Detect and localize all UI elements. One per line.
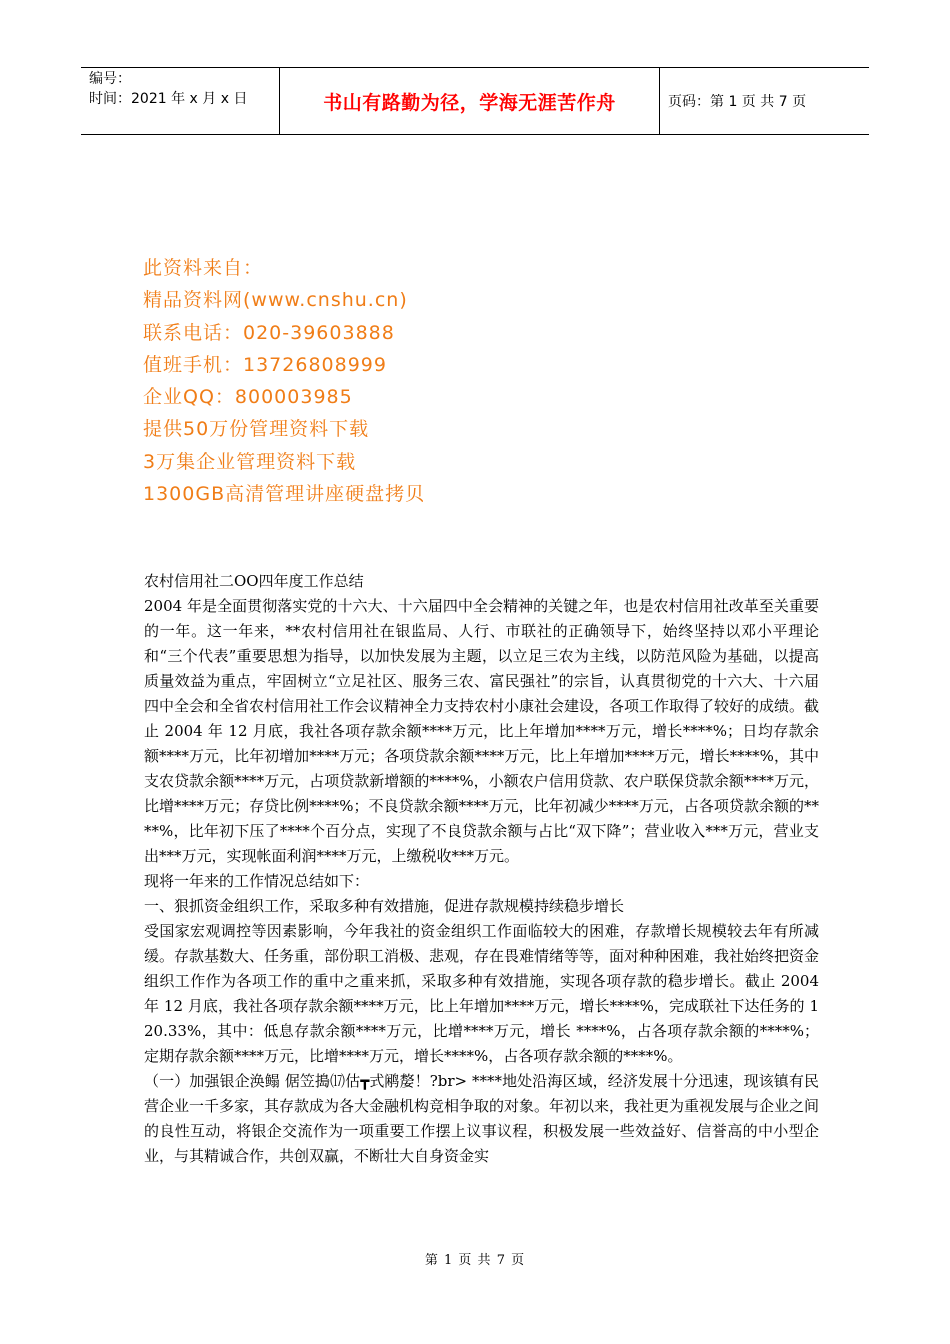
header-motto-cell bbox=[280, 68, 660, 134]
header-page-cell bbox=[660, 68, 869, 134]
body-paragraph: 受国家宏观调控等因素影响，今年我社的资金组织工作面临较大的困难，存款增长规模较去年有所减缓。存款基数大、任务重，部份职工消极、悲观，存在畏难情绪等等，面对种种困难，我社始终把资金组织工作作为各项工作的重中之重来抓，采取多种有效措施，实现各项存款的稳步增长。截止 2004 年 12 月底，我社各项存款余额****万元，比上年增加****万元，增长****%，完成联社下达任务的 120.33%，其中：低息存款余额****万元，比增****万元，增长 ****%，占各项存款余额的****%；定期存款余额****万元，比增****万元，增长****%，占各项存款余额的****%。 bbox=[144, 922, 820, 1065]
header-info-cell bbox=[81, 68, 280, 134]
body-paragraph: （一）加强银企涣鳎 倨笠搗⒄估┳式鹇嫠！?br> ****地处沿海区域，经济发展十分迅速，现该镇有民营企业一千多家，其存款成为各大金融机构竞相争取的对象。年初以来，我社更为重视发展与企业之间的良性互动，将银企交流作为一项重要工作摆上议事议程，积极发展一些效益好、信誉高的中小型企业，与其精诚合作，共创双赢，不断壮大自身资金实 bbox=[144, 1072, 820, 1165]
document-title: 农村信用社二OO四年度工作总结 bbox=[144, 572, 364, 590]
document-body bbox=[144, 569, 819, 1169]
ad-line: 值班手机：13726808999 bbox=[143, 353, 387, 376]
header-page-info: 页码：第 1 页 共 7 页 bbox=[668, 94, 807, 110]
document-date: 时间：2021 年 x 月 x 日 bbox=[89, 91, 248, 107]
header-motto: 书山有路勤为径，学海无涯苦作舟 bbox=[323, 91, 616, 114]
ad-line: 精品资料网(www.cnshu.cn) bbox=[143, 289, 408, 312]
section-heading: 一、狠抓资金组织工作，采取多种有效措施，促进存款规模持续稳步增长 bbox=[144, 897, 625, 915]
page-header bbox=[81, 67, 869, 135]
source-ad-block bbox=[143, 252, 643, 510]
ad-line: 企业QQ：800003985 bbox=[143, 386, 353, 409]
ad-line: 联系电话：020-39603888 bbox=[143, 321, 395, 344]
body-paragraph: 2004 年是全面贯彻落实党的十六大、十六届四中全会精神的关键之年，也是农村信用社改革至关重要的一年。这一年来，**农村信用社在银监局、人行、市联社的正确领导下，始终坚持以邓小平理论和“三个代表”重要思想为指导，以加快发展为主题，以立足三农为主线，以防范风险为基础，以提高质量效益为重点，牢固树立“立足社区、服务三农、富民强社”的宗旨，认真贯彻党的十六大、十六届四中全会和全省农村信用社工作会议精神全力支持农村小康社会建设，各项工作取得了较好的成绩。截止 2004 年 12 月底，我社各项存款余额****万元，比上年增加****万元，增长****%；日均存款余额****万元，比年初增加****万元；各项贷款余额****万元，比上年增加****万元，增长****%，其中支农贷款余额****万元，占项贷款新增额的****%，小额农户信用贷款、农户联保贷款余额****万元，比增****万元；存贷比例****%；不良贷款余额****万元，比年初减少****万元，占各项贷款余额的****%，比年初下压了****个百分点，实现了不良贷款余额与占比“双下降”；营业收入***万元，营业支出***万元，实现帐面利润****万元，上缴税收***万元。 bbox=[144, 597, 820, 865]
body-paragraph: 现将一年来的工作情况总结如下： bbox=[144, 872, 370, 890]
ad-line: 1300GB高清管理讲座硬盘拷贝 bbox=[143, 483, 426, 506]
ad-line: 此资料来自： bbox=[143, 257, 264, 279]
ad-line: 提供50万份管理资料下载 bbox=[143, 418, 370, 441]
ad-line: 3万集企业管理资料下载 bbox=[143, 450, 357, 473]
document-number-label: 编号： bbox=[89, 71, 131, 87]
page-footer: 第 1 页 共 7 页 bbox=[424, 1253, 526, 1268]
